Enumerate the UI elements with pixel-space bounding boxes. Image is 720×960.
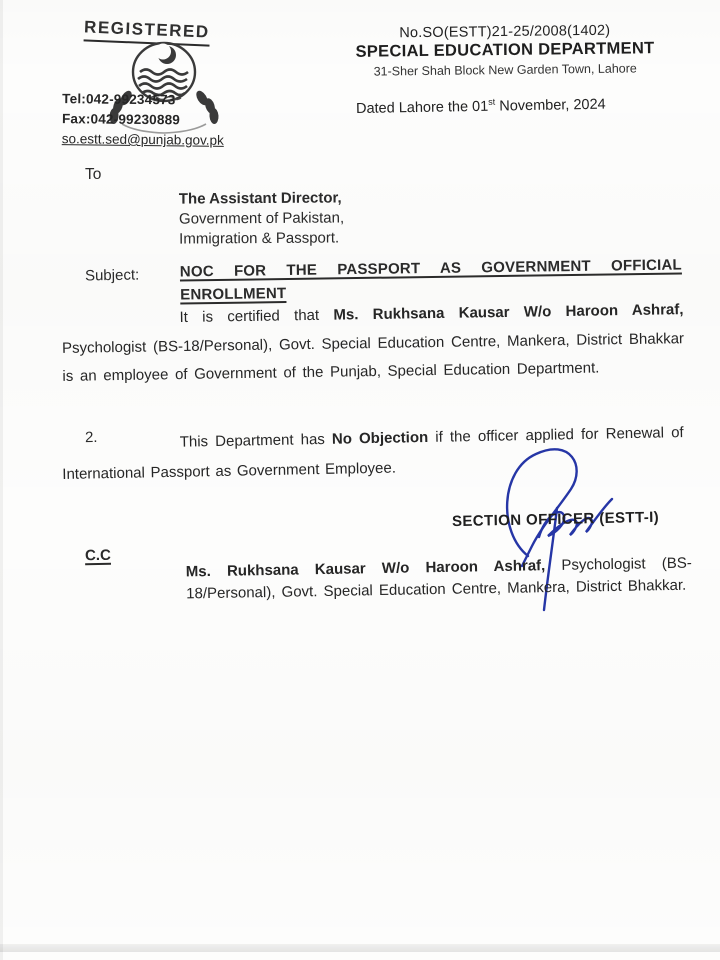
date-line <box>356 95 606 117</box>
date-suffix: November, 2024 <box>495 96 606 115</box>
cc-rest: Psychologist (BS-18/Personal), Govt. Special Education Centre, Mankera, District Bhakkar. <box>186 554 692 602</box>
telephone-number: Tel:042-99234573 <box>62 91 176 108</box>
addressee-block <box>179 188 345 249</box>
subject-line-1: NOC FOR THE PASSPORT AS GOVERNMENT OFFICIAL <box>179 256 682 281</box>
cc-label: C.C <box>84 546 111 565</box>
paragraph-2-number: 2. <box>84 428 98 447</box>
subject-line-2: ENROLLMENT <box>180 285 287 304</box>
department-address: 31-Sher Shah Block New Garden Town, Lahore <box>373 61 637 79</box>
department-name: SPECIAL EDUCATION DEPARTMENT <box>355 39 655 61</box>
to-label: To <box>85 166 102 183</box>
para2-no-objection: No Objection <box>331 428 429 448</box>
subject-label: Subject: <box>84 266 140 285</box>
email-address: so.estt.sed@punjab.gov.pk <box>61 131 224 148</box>
cc-recipient <box>186 553 693 605</box>
para1-intro: It is certified that <box>179 306 334 327</box>
para2-pre: This Department has <box>179 430 333 451</box>
addressee-title: The Assistant Director, <box>178 189 342 208</box>
addressee-dept: Immigration & Passport. <box>179 229 340 248</box>
date-ordinal: st <box>488 96 496 107</box>
addressee-org: Government of Pakistan, <box>178 209 345 228</box>
section-officer-title: SECTION OFFICER (ESTT-I) <box>451 508 660 531</box>
date-prefix: Dated Lahore the 01 <box>355 98 489 118</box>
body-paragraph-1 <box>61 296 684 391</box>
para1-rest: Psychologist (BS-18/Personal), Govt. Special Education Centre, Mankera, District Bhakkar is an employee of Government of the Punjab, Special Education Department. <box>61 329 685 385</box>
scan-edge-artifact <box>0 944 720 952</box>
registered-stamp: REGISTERED <box>84 17 210 46</box>
para2-post: if the officer applied for Renewal of International Passport as Government Employee. <box>62 424 684 483</box>
letterhead-right <box>338 22 673 79</box>
scan-edge-left <box>0 0 3 960</box>
para1-officer-name: Ms. Rukhsana Kausar W/o Haroon Ashraf, <box>333 301 684 324</box>
cc-officer-name: Ms. Rukhsana Kausar W/o Haroon Ashraf, <box>185 557 546 581</box>
fax-number: Fax:042-99230889 <box>61 111 181 128</box>
contact-block <box>62 89 225 151</box>
reference-number: No.SO(ESTT)21-25/2008(1402) <box>399 22 611 42</box>
